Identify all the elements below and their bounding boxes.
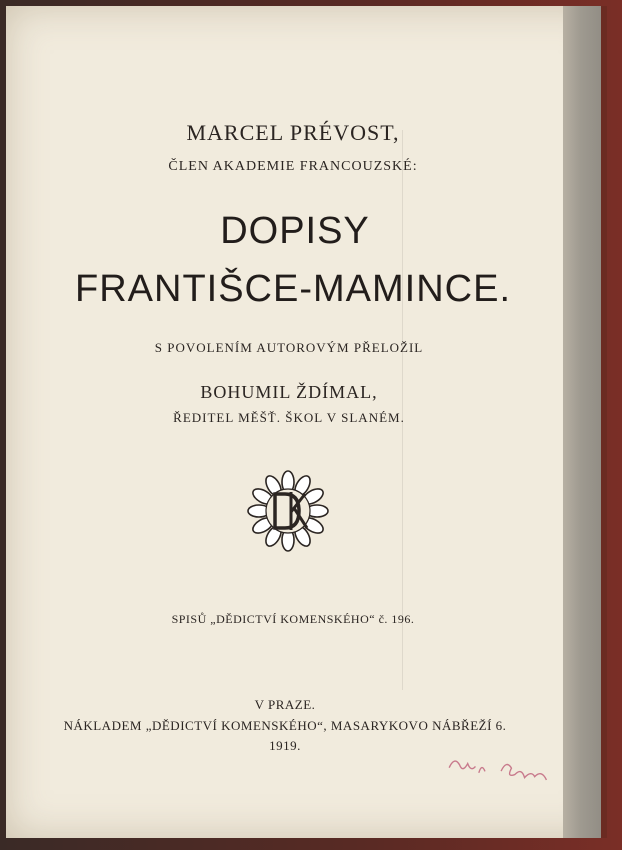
translation-permission: S POVOLENÍM AUTOROVÝM PŘELOŽIL: [154, 340, 424, 355]
publication-city: V PRAZE.: [254, 697, 316, 712]
publisher-line: NÁKLADEM „DĚDICTVÍ KOMENSKÉHO“, MASARYKOVO NÁBŘEŽÍ 6.: [63, 718, 507, 733]
author-name: MARCEL PRÉVOST,: [186, 120, 400, 145]
book-title-line-2: FRANTIŠCE-MAMINCE.: [75, 268, 511, 310]
translator-role: ŘEDITEL MĚŠŤ. ŠKOL V SLANÉM.: [173, 410, 405, 425]
translator-name: BOHUMIL ŽDÍMAL,: [200, 382, 378, 402]
book-title-line-1: DOPISY: [220, 210, 370, 252]
series-note: SPISŮ „DĚDICTVÍ KOMENSKÉHO“ č. 196.: [171, 612, 415, 626]
author-role: ČLEN AKADEMIE FRANCOUZSKÉ:: [168, 159, 418, 174]
publisher-logo-icon: [247, 470, 329, 552]
publication-year: 1919.: [269, 738, 301, 753]
